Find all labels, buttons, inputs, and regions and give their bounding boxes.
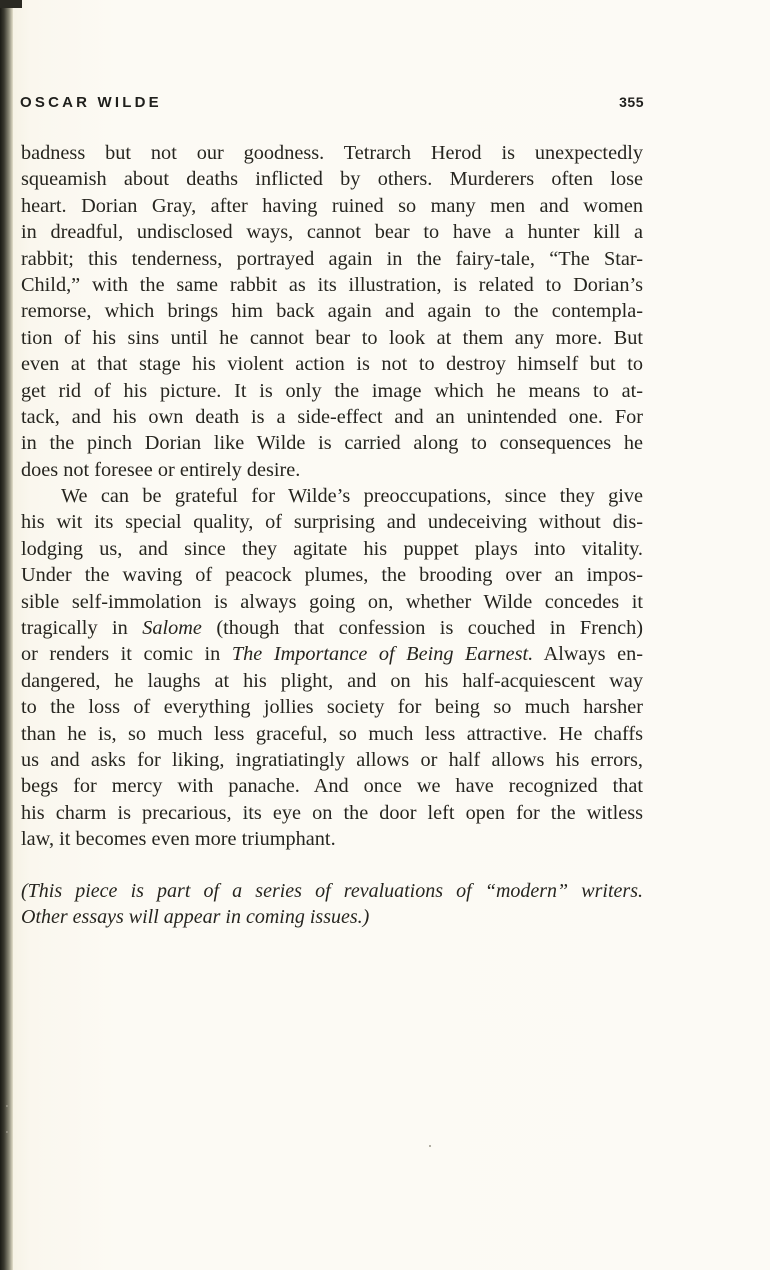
italic-title-earnest: The Importance of Being Earnest. — [231, 643, 534, 666]
paper-speck — [6, 1105, 8, 1107]
paper-speck — [429, 1145, 431, 1147]
text-segment: or renders it comic in — [21, 643, 232, 666]
text-line: dangered, he laughs at his plight, and on his half-acquiescent way — [21, 669, 643, 692]
page-binding-edge — [0, 0, 13, 1270]
text-line — [21, 615, 643, 641]
note-line: (This piece is part of a series of revaluations of “modern” writers. — [21, 880, 643, 902]
text-line — [21, 641, 643, 667]
body-text — [21, 140, 643, 853]
paper-speck — [6, 1131, 8, 1133]
text-line: rabbit; this tenderness, portrayed again in the fairy-tale, “The Star- — [21, 247, 643, 270]
running-title: OSCAR WILDE — [20, 94, 162, 111]
text-line: tion of his sins until he cannot bear to look at them any more. But — [21, 326, 643, 349]
editorial-note — [21, 877, 643, 930]
text-line: even at that stage his violent action is not to destroy himself but to — [21, 353, 643, 376]
paragraph-first-line: We can be grateful for Wilde’s preoccupations, since they give — [61, 485, 643, 508]
text-line: get rid of his picture. It is only the image which he means to at- — [21, 379, 643, 402]
text-line: Child,” with the same rabbit as its illustration, is related to Dorian’s — [21, 273, 643, 296]
text-line: does not foresee or entirely desire. — [21, 458, 301, 481]
text-segment: tragically in — [21, 617, 143, 640]
text-line: to the loss of everything jollies society for being so much harsher — [21, 696, 643, 719]
page-number: 355 — [619, 94, 644, 110]
text-line: his charm is precarious, its eye on the door left open for the witless — [21, 801, 643, 824]
text-line: tack, and his own death is a side-effect and an unintended one. For — [21, 405, 643, 428]
text-segment: Always en- — [533, 643, 643, 666]
text-line: Under the waving of peacock plumes, the brooding over an impos- — [21, 564, 643, 587]
text-line: law, it becomes even more triumphant. — [21, 828, 336, 851]
text-line: in the pinch Dorian like Wilde is carried along to consequences he — [21, 432, 643, 455]
note-line: Other essays will appear in coming issues.) — [21, 906, 370, 929]
italic-title-salome: Salome — [142, 617, 202, 640]
binding-top-mark — [0, 0, 22, 8]
text-line: badness but not our goodness. Tetrarch Herod is unexpectedly — [21, 142, 643, 164]
text-line: us and asks for liking, ingratiatingly allows or half allows his errors, — [21, 748, 643, 771]
text-line: heart. Dorian Gray, after having ruined so many men and women — [21, 194, 643, 217]
text-line: sible self-immolation is always going on, whether Wilde concedes it — [21, 590, 643, 613]
text-line: begs for mercy with panache. And once we have recognized that — [21, 775, 643, 798]
text-line: remorse, which brings him back again and again to the contempla- — [21, 300, 643, 323]
text-line: than he is, so much less graceful, so much less attractive. He chaffs — [21, 722, 643, 745]
text-line: lodging us, and since they agitate his puppet plays into vitality. — [21, 537, 643, 560]
text-line: in dreadful, undisclosed ways, cannot bear to have a hunter kill a — [21, 221, 643, 244]
running-head — [20, 94, 644, 116]
text-line: squeamish about deaths inflicted by others. Murderers often lose — [21, 168, 643, 191]
text-line: his wit its special quality, of surprising and undeceiving without dis- — [21, 511, 643, 534]
text-segment: (though that confession is couched in French) — [201, 617, 643, 640]
